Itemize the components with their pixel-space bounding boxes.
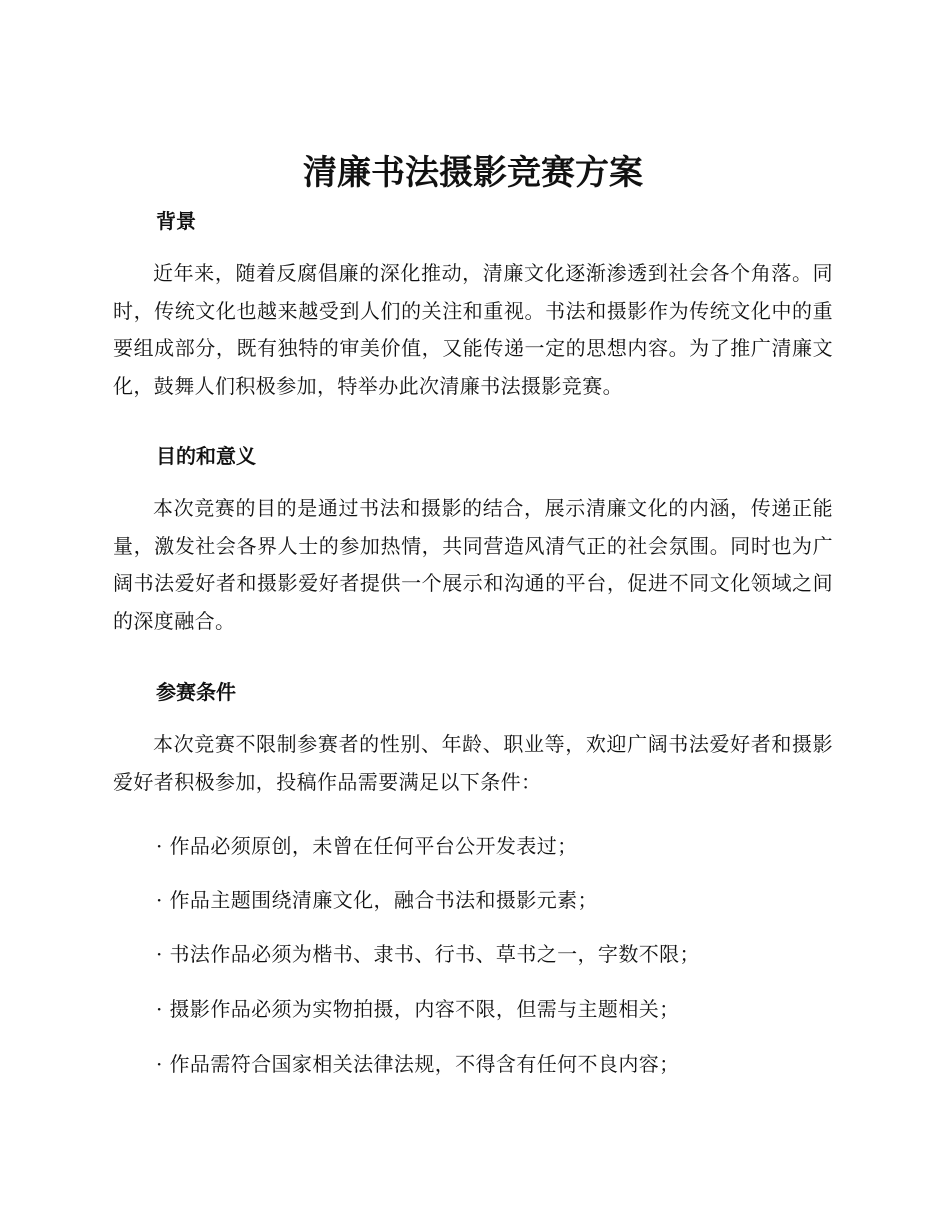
condition-bullet-item: · 作品必须原创，未曾在任何平台公开发表过； [156, 834, 578, 858]
section-heading-conditions: 参赛条件 [156, 680, 236, 704]
condition-bullet-item: · 摄影作品必须为实物拍摄，内容不限，但需与主题相关； [156, 997, 680, 1021]
condition-bullet-item: · 作品需符合国家相关法律法规，不得含有任何不良内容； [156, 1052, 680, 1076]
section-paragraph-background: 近年来，随着反腐倡廉的深化推动，清廉文化逐渐渗透到社会各个角落。同时，传统文化也越来越受到人们的关注和重视。书法和摄影作为传统文化中的重要组成部分，既有独特的审美价值，又能传递一定的思想内容。为了推广清廉文化，鼓舞人们积极参加，特举办此次清廉书法摄影竞赛。 [113, 261, 833, 398]
section-paragraph-purpose: 本次竞赛的目的是通过书法和摄影的结合，展示清廉文化的内涵，传递正能量，激发社会各界人士的参加热情，共同营造风清气正的社会氛围。同时也为广阔书法爱好者和摄影爱好者提供一个展示和沟通的平台，促进不同文化领域之间的深度融合。 [113, 496, 833, 633]
document-title: 清廉书法摄影竞赛方案 [303, 153, 643, 193]
section-heading-purpose: 目的和意义 [156, 444, 256, 468]
condition-bullet-item: · 作品主题围绕清廉文化，融合书法和摄影元素； [156, 888, 598, 912]
condition-bullet-item: · 书法作品必须为楷书、隶书、行书、草书之一，字数不限； [156, 942, 700, 966]
section-paragraph-conditions: 本次竞赛不限制参赛者的性别、年龄、职业等，欢迎广阔书法爱好者和摄影爱好者积极参加，投稿作品需要满足以下条件： [113, 732, 833, 794]
section-heading-background: 背景 [156, 209, 196, 233]
